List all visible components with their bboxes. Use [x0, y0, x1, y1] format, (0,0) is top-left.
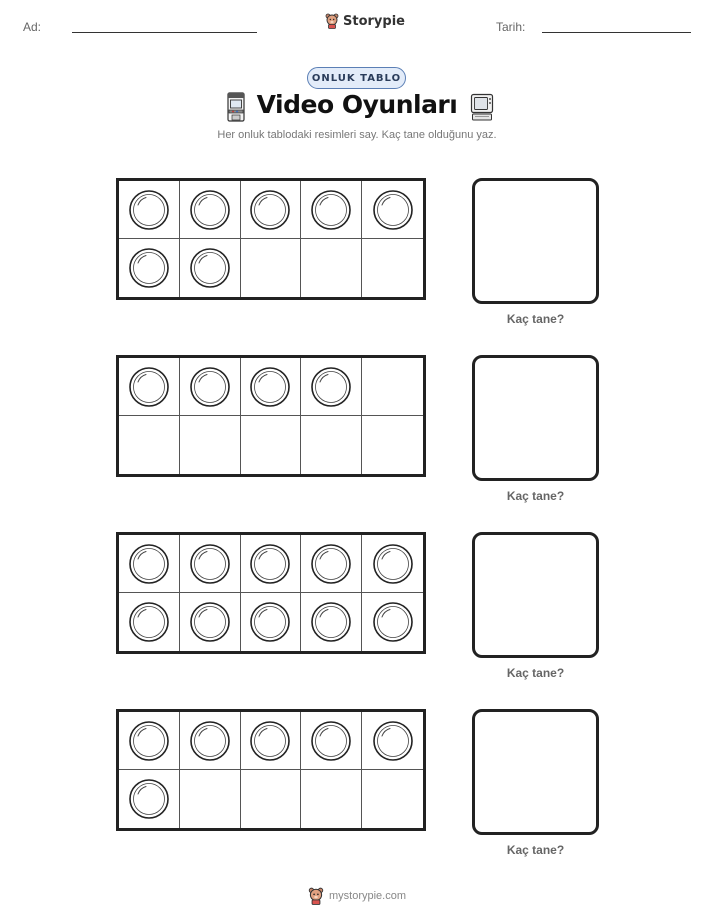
ten-frame-cell: [301, 239, 362, 297]
ten-frame-cell: [362, 770, 423, 828]
ten-frame-cell: [241, 535, 302, 593]
bubble-icon: [310, 601, 352, 643]
ten-frame-cell: [119, 535, 180, 593]
date-field[interactable]: [542, 32, 691, 33]
bubble-icon: [310, 189, 352, 231]
ten-frame-cell: [301, 416, 362, 474]
ten-frame-cell: [241, 712, 302, 770]
answer-label: Kaç tane?: [506, 312, 565, 326]
ten-frame-cell: [241, 358, 302, 416]
answer-label: Kaç tane?: [506, 843, 565, 857]
bubble-icon: [310, 543, 352, 585]
answer-box[interactable]: [472, 178, 599, 304]
ten-frame-cell: [180, 712, 241, 770]
ten-frame-cell: [301, 712, 362, 770]
answer-label: Kaç tane?: [506, 666, 565, 680]
ten-frame-cell: [180, 181, 241, 239]
ten-frame-cell: [119, 239, 180, 297]
ten-frame-cell: [180, 593, 241, 651]
bear-mascot-icon: [325, 13, 339, 29]
date-label: Tarih:: [496, 20, 526, 34]
footer-url: mystorypie.com: [328, 890, 407, 902]
ten-frame-cell: [241, 593, 302, 651]
answer-label: Kaç tane?: [506, 489, 565, 503]
ten-frame-cell: [119, 416, 180, 474]
ten-frame-cell: [362, 416, 423, 474]
bubble-icon: [189, 247, 231, 289]
bubble-icon: [372, 601, 414, 643]
bear-mascot-icon: [308, 887, 324, 905]
ten-frame: [116, 178, 426, 300]
ten-frame-cell: [180, 770, 241, 828]
bubble-icon: [249, 543, 291, 585]
name-field[interactable]: [72, 32, 257, 33]
ten-frame-cell: [241, 181, 302, 239]
ten-frame-cell: [180, 535, 241, 593]
footer: [0, 887, 714, 905]
ten-frame-cell: [362, 712, 423, 770]
bubble-icon: [249, 189, 291, 231]
ten-frame-cell: [301, 181, 362, 239]
ten-frame: [116, 709, 426, 831]
bubble-icon: [249, 366, 291, 408]
retro-computer-icon: [470, 93, 494, 121]
ten-frame-cell: [241, 416, 302, 474]
ten-frame-cell: [301, 770, 362, 828]
ten-frame-cell: [362, 593, 423, 651]
ten-frame-cell: [362, 535, 423, 593]
bubble-icon: [189, 366, 231, 408]
ten-frame-cell: [180, 239, 241, 297]
bubble-icon: [372, 720, 414, 762]
bubble-icon: [128, 778, 170, 820]
answer-box[interactable]: [472, 709, 599, 835]
bubble-icon: [128, 601, 170, 643]
bubble-icon: [189, 601, 231, 643]
ten-frame-cell: [241, 770, 302, 828]
bubble-icon: [128, 247, 170, 289]
answer-box[interactable]: [472, 532, 599, 658]
ten-frame-cell: [119, 593, 180, 651]
ten-frame-cell: [180, 358, 241, 416]
bubble-icon: [310, 720, 352, 762]
bubble-icon: [189, 720, 231, 762]
name-label: Ad:: [23, 20, 42, 34]
bubble-icon: [189, 189, 231, 231]
ten-frame-cell: [301, 358, 362, 416]
ten-frame-cell: [119, 358, 180, 416]
ten-frame-cell: [362, 358, 423, 416]
bubble-icon: [249, 720, 291, 762]
ten-frame-cell: [301, 535, 362, 593]
ten-frame: [116, 355, 426, 477]
ten-frame-cell: [119, 770, 180, 828]
ten-frame-cell: [180, 416, 241, 474]
bubble-icon: [128, 189, 170, 231]
ten-frame-cell: [362, 239, 423, 297]
topic-badge: ONLUK TABLO: [307, 67, 406, 89]
instructions: Her onluk tablodaki resimleri say. Kaç tane olduğunu yaz.: [217, 129, 497, 141]
brand-logo: [325, 13, 405, 29]
bubble-icon: [372, 543, 414, 585]
answer-box[interactable]: [472, 355, 599, 481]
bubble-icon: [128, 366, 170, 408]
ten-frame-cell: [301, 593, 362, 651]
ten-frame-cell: [119, 181, 180, 239]
bubble-icon: [310, 366, 352, 408]
bubble-icon: [189, 543, 231, 585]
ten-frame-cell: [241, 239, 302, 297]
ten-frame-cell: [119, 712, 180, 770]
bubble-icon: [372, 189, 414, 231]
brand-name: Storypie: [343, 13, 405, 29]
bubble-icon: [128, 720, 170, 762]
page-title: Video Oyunları: [256, 90, 458, 119]
ten-frame: [116, 532, 426, 654]
ten-frame-cell: [362, 181, 423, 239]
bubble-icon: [249, 601, 291, 643]
bubble-icon: [128, 543, 170, 585]
